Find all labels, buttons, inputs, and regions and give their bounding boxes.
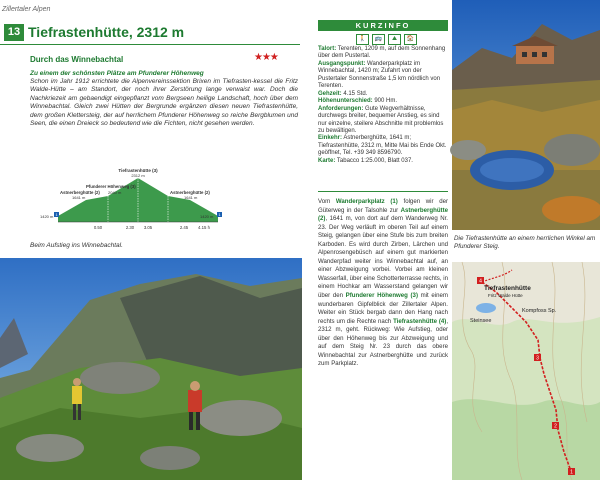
difficulty-stars: ★★★ [254, 52, 278, 63]
profile-start-marker-label: 1 [55, 213, 58, 217]
profile-right-mid-alt: 1641 m [184, 195, 198, 200]
route-waypoint: Tiefrastenhütte (4) [393, 317, 447, 325]
region-label: Zillertaler Alpen [2, 6, 51, 13]
kurzinfo-label: Karte: [318, 157, 336, 164]
profile-left-mid-label: Astnerberghütte (2) [60, 190, 100, 195]
kurzinfo-label: Gehzeit: [318, 90, 342, 97]
profile-left-high-label: Pfunderer Höhenweg (3) [86, 184, 136, 189]
kurzinfo-header: KURZINFO [318, 20, 448, 31]
route-text: Vom [318, 198, 336, 205]
mountain-icon: ⛰ [388, 34, 401, 45]
walking-icon: 🚶 [356, 34, 369, 45]
intro-lead: Zu einem der schönsten Plätze am Pfunderer Höhenweg [30, 70, 204, 77]
kurzinfo-icons [356, 34, 417, 45]
hut-photo [452, 0, 600, 230]
kurzinfo-text: Terenten, 1209 m, auf dem Sonnenhang über dem Pustertal. [318, 46, 446, 60]
route-text: folgen wir der Güterweg in der Talsohle zur [318, 198, 449, 214]
profile-time: 4.15 h [198, 225, 210, 230]
profile-right-mid-label: Astnerberghütte (2) [170, 190, 210, 195]
kurzinfo-label: Einkehr: [318, 135, 343, 142]
kurzinfo-item [318, 158, 448, 165]
profile-area [58, 178, 221, 222]
kurzinfo-text: Astnerberghütte, 1641 m; Tiefrastenhütte, 2312 m, Mitte Mai bis Ende Okt. geöffnet, Tel. +39 349 8596790. [318, 135, 447, 157]
map-label-steinsee: Steinsee [470, 318, 492, 324]
profile-time: 2.45 [179, 225, 189, 230]
kurzinfo-item [318, 46, 448, 61]
route-text: mit einem wunderbaren Gipfelblick der Zillertaler Alpen. Weiter ein Stück bergab dann den Hang nach rechts um die Rechte nach [318, 292, 448, 325]
route-text: , 1641 m, von dort auf dem Wanderweg Nr. 23. Der Weg verläuft im oberen Teil auf einem Steig, gelangen über eine Stufe bis zum breiten Karboden. Es wird durch Zirben, Lärchen und Alpenrosengebüsch auf einem gut markierten Wanderpfad weiter ins Winnebachtal auf, an einer Abzweigung vorbei. Vorbei am kleinen Wasserfall, über eine Schotterterrasse rechts, in einem Hochkar am Wasserstand gelangen wir über den [318, 215, 448, 300]
map-marker-label: 4 [479, 278, 482, 285]
bus-icon: 🚌 [372, 34, 385, 45]
kurzinfo-item [318, 98, 448, 105]
title-divider [0, 44, 300, 45]
hut-icon: 🏠 [404, 34, 417, 45]
map-marker-label: 1 [570, 469, 573, 476]
route-waypoint: Wanderparkplatz (1) [335, 198, 398, 205]
kurzinfo-item [318, 135, 448, 157]
kurzinfo-item [318, 91, 448, 98]
hiking-photo [0, 258, 302, 480]
kurzinfo-label: Talort: [318, 46, 337, 52]
route-text: , 2312 m, geht. Rückweg: Wie Aufstieg, oder über den Höhenweg bis zur Abzweigung und auf dem Steig Nr. 23 durch das obere Winnebachtal zur Astnerberghütte und zurück zum Parkplatz. [318, 317, 449, 368]
kurzinfo-text: Wanderparkplatz im Winnebachtal, 1420 m; Zufahrt von der Pustertaler Sonnenstraße 1,5 km nördlich von Terenten. [318, 60, 441, 90]
kurzinfo-text: 4.15 Std. [343, 90, 368, 97]
kurzinfo-item [318, 61, 448, 91]
map-label-kompfoss: Kompfoss Sp. [522, 308, 557, 314]
route-waypoint: Pfunderer Höhenweg (3) [345, 292, 418, 300]
kurzinfo-label: Ausgangspunkt: [318, 60, 366, 67]
profile-end-alt: 1420 m [200, 214, 214, 219]
kurzinfo-label: Höhenunterschied: [318, 98, 373, 105]
kurzinfo-text: 900 Hm. [374, 98, 398, 105]
profile-left-mid-alt: 1641 m [72, 195, 86, 200]
profile-left-high-alt: 2040 m [108, 190, 122, 195]
map-label-hut-sub: Fritz Walde Hütte [488, 293, 523, 298]
middle-column [318, 0, 448, 480]
profile-start-alt: 1420 m [40, 214, 54, 219]
kurzinfo-label: Anforderungen: [318, 105, 364, 112]
route-description [318, 198, 448, 369]
tour-number-badge: 13 [4, 24, 24, 41]
kurzinfo-text: Gute Wegverhältnisse, durchwegs breiter, bequemer Anstieg, es sind nur einzelne, steilere Abschnitte mit problemlos zu bewältigen. [318, 105, 444, 134]
route-waypoint: Astnerberghütte (2) [318, 206, 448, 223]
right-column [452, 0, 600, 480]
map-marker-label: 2 [554, 423, 557, 430]
photo-caption-right: Die Tiefrastenhütte an einem herrlichen Winkel am Pfunderer Steig. [454, 235, 596, 250]
profile-summit-label: Tiefrastenhütte (3) [118, 168, 158, 173]
photo-caption-left: Beim Aufstieg ins Winnebachtal. [30, 242, 123, 249]
page-title: Tiefrastenhütte, 2312 m [28, 24, 185, 40]
map-label-hut: Tiefrastenhütte [484, 285, 531, 292]
profile-summit-alt: 2312 m [131, 173, 145, 178]
profile-time: 0.50 [93, 225, 103, 230]
intro-text: Schon im Jahr 1912 errichtete die Alpenvereinssektion Brixen im Tiefrasten-kessel die Fritz Walde-Hütte – am Standort, der noch ihrer Zerstörung lange verwaist war. Doch die Nachkriezeit am gebaendigt eingepflanzt vom Bergseen heilige Landschaft, hoch über dem Winnebachtal. Gleich zwei Hütten der Bergrunde ergänzen diesen neuen Tiefrastenhütte, dem großen Klettersteig, der auf herrlichem Pfunderer Höhenweg so reiche Bergblumen und Seen, die einen Dreieck so bedeutend wie die Fichten, nicht gesehen werden. [30, 78, 298, 128]
map-marker-label: 3 [536, 355, 539, 362]
kurzinfo-body [318, 46, 448, 165]
kurzinfo-text: Tabacco 1:25.000, Blatt 037. [336, 157, 413, 164]
route-map [452, 262, 600, 480]
elevation-profile [40, 168, 221, 238]
kurzinfo-divider [318, 191, 448, 192]
kurzinfo-item [318, 106, 448, 136]
profile-end-marker-label: 1 [218, 213, 221, 217]
page-subtitle: Durch das Winnebachtal [30, 55, 124, 64]
profile-time: 2.30 [125, 225, 135, 230]
profile-time: 3.05 [143, 225, 153, 230]
